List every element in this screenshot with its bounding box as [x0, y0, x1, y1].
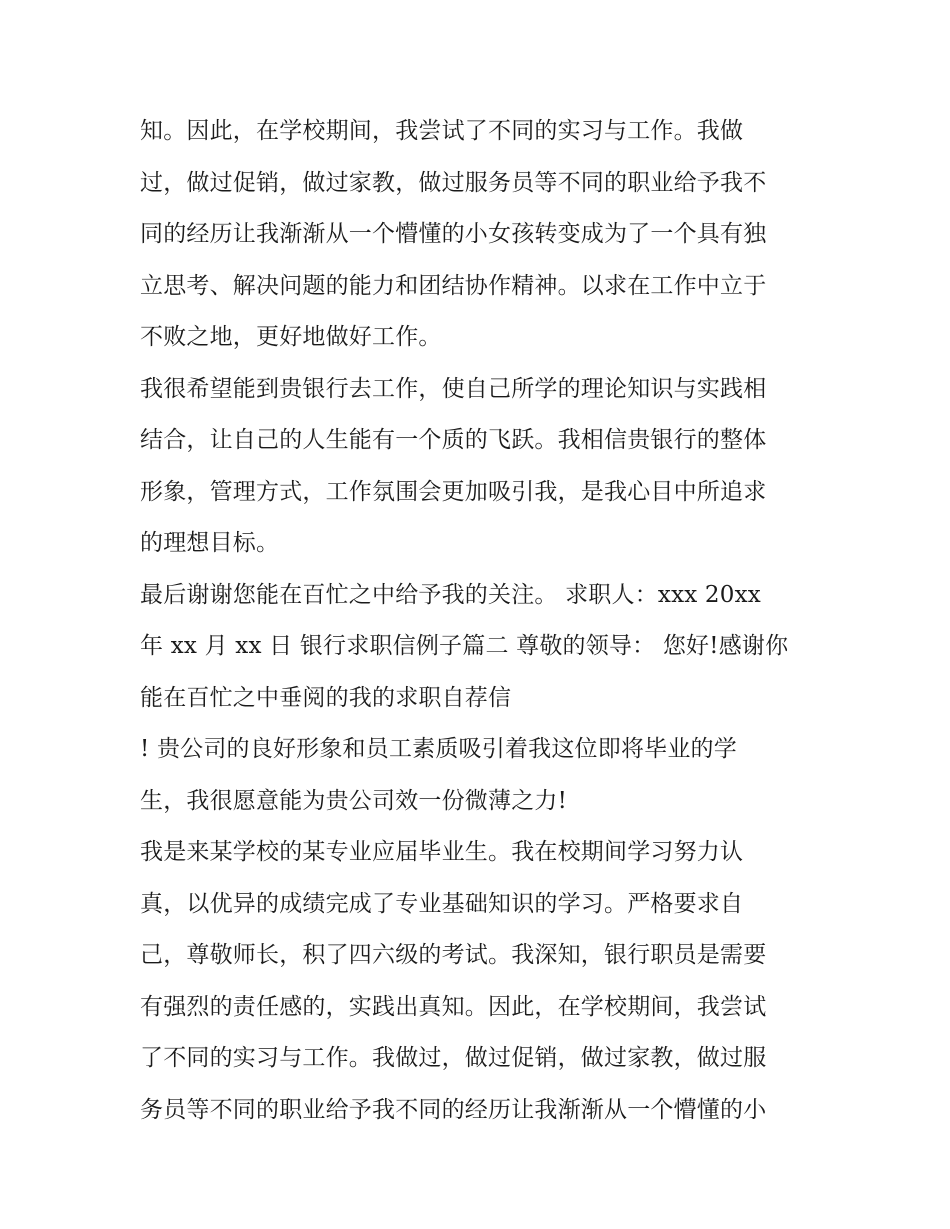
text-line: 年 xx 月 xx 日 银行求职信例子篇二 尊敬的领导： 您好!感谢你	[140, 633, 789, 659]
text-line: 我很希望能到贵银行去工作，使自己所学的理论知识与实践相	[140, 375, 767, 402]
text-line: 务员等不同的职业给予我不同的经历让我渐渐从一个懵懂的小	[140, 1096, 767, 1123]
text-line: 不败之地，更好地做好工作。	[140, 324, 442, 350]
text-line: 最后谢谢您能在百忙之中给予我的关注。 求职人：xxx 20xx	[140, 581, 761, 608]
text-line: 我是来某学校的某专业应届毕业生。我在校期间学习努力认	[140, 839, 744, 865]
text-line: 生，我很愿意能为贵公司效一份微薄之力!	[140, 787, 568, 814]
text-line: 能在百忙之中垂阅的我的求职自荐信	[140, 684, 512, 711]
text-line: 知。因此，在学校期间，我尝试了不同的实习与工作。我做	[140, 118, 744, 144]
document-body	[140, 106, 820, 1136]
text-line: 同的经历让我渐渐从一个懵懂的小女孩转变成为了一个具有独	[140, 221, 767, 247]
text-line: 立思考、解决问题的能力和团结协作精神。以求在工作中立于	[140, 272, 767, 299]
text-line: 形象，管理方式，工作氛围会更加吸引我，是我心目中所追求	[140, 478, 767, 505]
text-line: 有强烈的责任感的，实践出真知。因此，在学校期间，我尝试	[140, 993, 767, 1020]
text-line: 的理想目标。	[140, 530, 280, 556]
text-line: 己，尊敬师长，积了四六级的考试。我深知，银行职员是需要	[140, 942, 767, 968]
text-line: 过，做过促销，做过家教，做过服务员等不同的职业给予我不	[140, 169, 767, 196]
text-line: 了不同的实习与工作。我做过，做过促销，做过家教，做过服	[140, 1045, 767, 1071]
text-line: ! 贵公司的良好形象和员工素质吸引着我这位即将毕业的学	[140, 736, 737, 762]
text-line: 结合，让自己的人生能有一个质的飞跃。我相信贵银行的整体	[140, 427, 767, 453]
text-line: 真，以优异的成绩完成了专业基础知识的学习。严格要求自	[140, 890, 744, 917]
